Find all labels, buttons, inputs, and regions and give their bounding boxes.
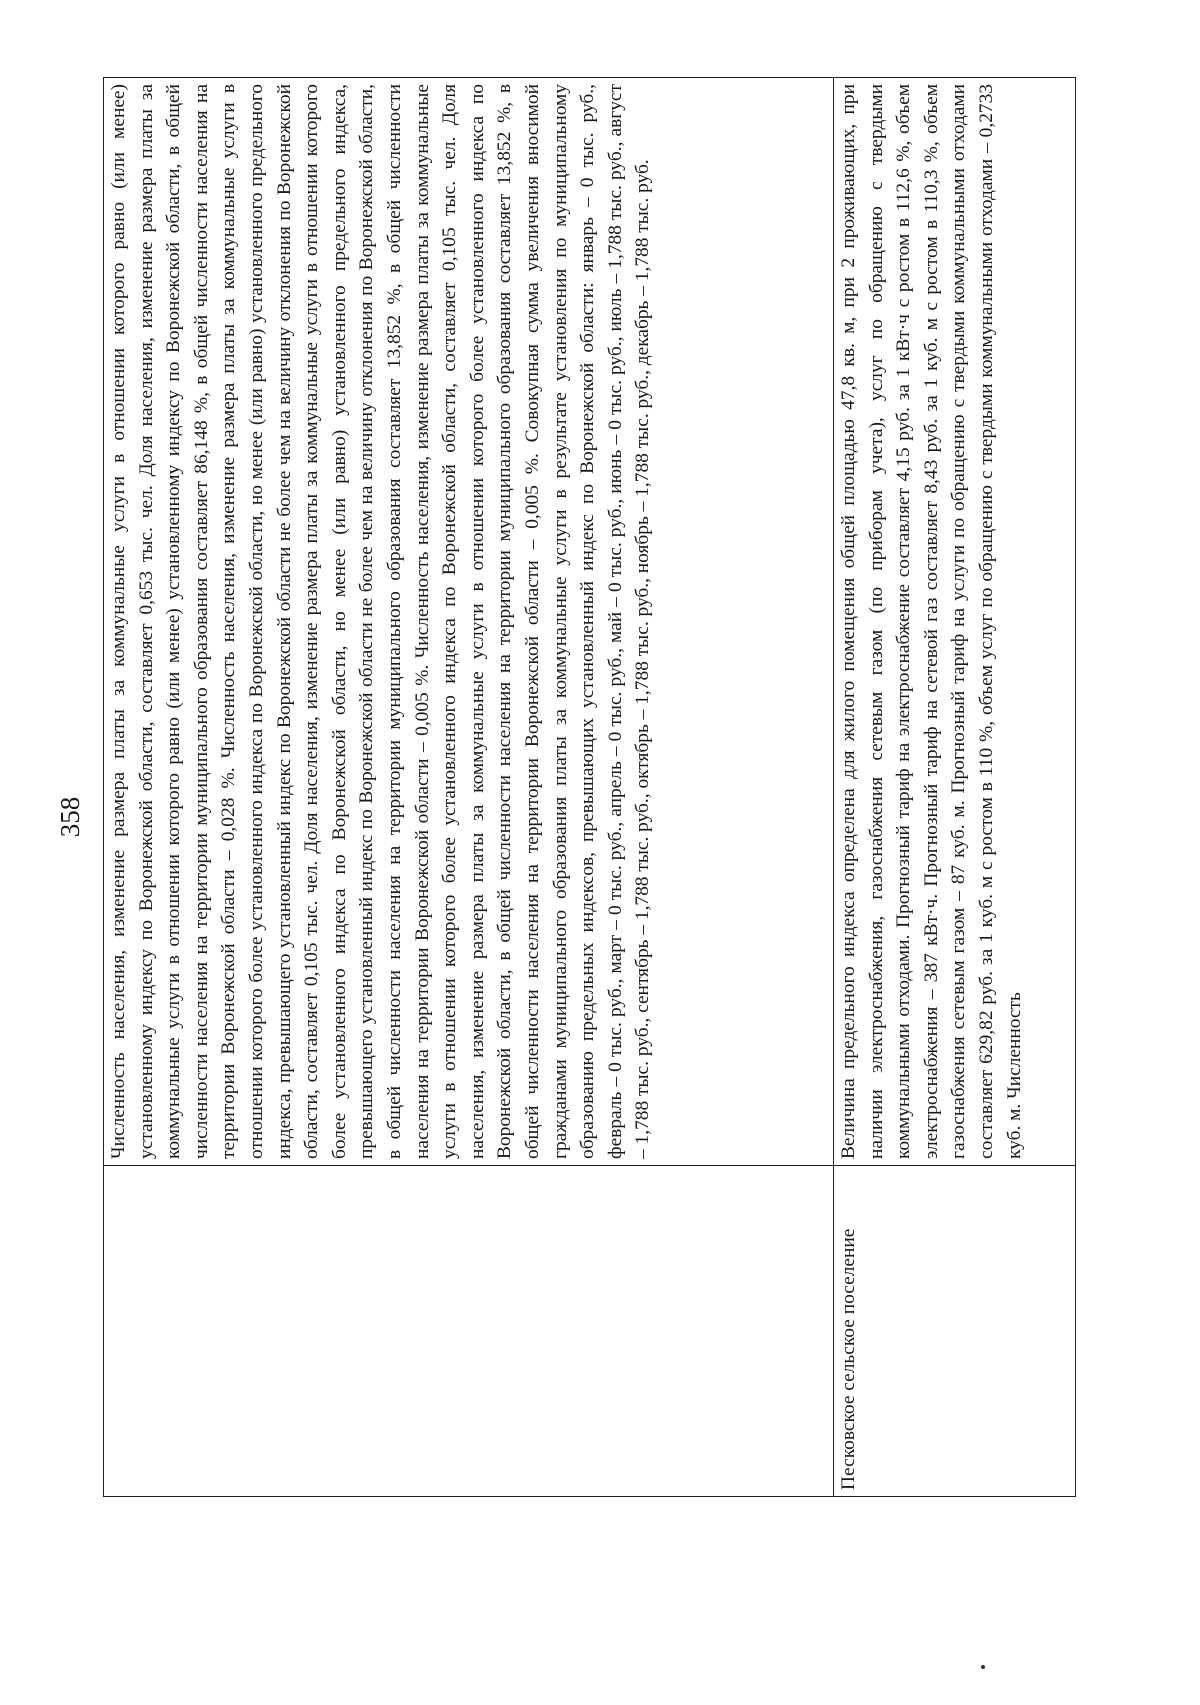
scan-speck [981, 1665, 985, 1669]
description-text: Величина предельного индекса определена для жилого помещения общей площадью 47,8 кв. м, при 2 проживающих, при наличии электроснабжения, газоснабжения сетевым газом (по приборам учета), услуг по обращению с твердыми коммунальными отходами. Прогнозный тариф на электроснабжение составляет 4,15 руб. за 1 кВт·ч с ростом в 112,6 %, объем электроснабжения – 387 кВт·ч. Прогнозный тариф на сетевой газ составляет 8,43 руб. за 1 куб. м с ростом в 110,3 %, объем газоснабжения сетевым газом – 87 куб. м. Прогнозный тариф на услуги по обращению с твердыми коммунальными отходами составляет 629,82 руб. за 1 куб. м с ростом в 110 %, объем услуг по обращению с твердыми коммунальными отходами – 0,2733 куб. м. Численность [838, 84, 1025, 1159]
description-cell [104, 78, 834, 1166]
description-text: Численность населения, изменение размера платы за коммунальные услуги в отношении которого равно (или менее) установленному индексу по Воронежской области, составляет 0,653 тыс. чел. Доля населения, изменение размера платы за коммунальные услуги в отношении которого равно (или менее) установленному индексу по Воронежской области, в общей численности населения на территории муниципального образования составляет 86,148 %, в общей численности населения на территории Воронежской области – 0,028 %. Численность населения, изменение размера платы за коммунальные услуги в отношении которого более установленного индекса по Воронежской области, но менее (или равно) установленного предельного индекса, превышающего установленный индекс по Воронежской области не более чем на величину отклонения по Воронежской области, составляет 0,105 тыс. чел. Доля населения, изменение размера платы за коммунальные услуги в отношении которого более установленного индекса по Воронежской области, но менее (или равно) установленного предельного индекса, превышающего установленный индекс по Воронежской области не более чем на величину отклонения по Воронежской области, в общей численности населения на территории муниципального образования составляет 13,852 %, в общей численности населения на территории Воронежской области – 0,005 %. Численность населения, изменение размера платы за коммунальные услуги в отношении которого более установленного индекса по Воронежской области, составляет 0,105 тыс. чел. Доля населения, изменение размера платы за коммунальные услуги в отношении которого более установленного индекса по Воронежской области, в общей численности населения на территории муниципального образования составляет 13,852 %, в общей численности населения на территории Воронежской области – 0,005 %. Совокупная сумма увеличения вносимой гражданами муниципального образования платы за коммунальные услуги в результате установления по муниципальному образованию предельных индексов, превышающих установленный индекс по Воронежской области: январь – 0 тыс. руб., февраль – 0 тыс. руб., март – 0 тыс. руб., апрель – 0 тыс. руб., май – 0 тыс. руб., июнь – 0 тыс. руб., июль – 1,788 тыс. руб., август – 1,788 тыс. руб., сентябрь – 1,788 тыс. руб., октябрь – 1,788 тыс. руб., ноябрь – 1,788 тыс. руб., декабрь – 1,788 тыс. руб. [108, 84, 654, 1159]
municipality-name-cell: Песковское сельское поселение [834, 1166, 1076, 1497]
rotated-table-area [103, 77, 1088, 1497]
description-cell [834, 78, 1076, 1166]
table-row [104, 78, 834, 1497]
table-row [834, 78, 1076, 1497]
municipality-name-cell [104, 1166, 834, 1497]
data-table [103, 77, 1076, 1497]
rotated-content [103, 77, 1088, 1497]
page-number: 358 [55, 796, 85, 838]
